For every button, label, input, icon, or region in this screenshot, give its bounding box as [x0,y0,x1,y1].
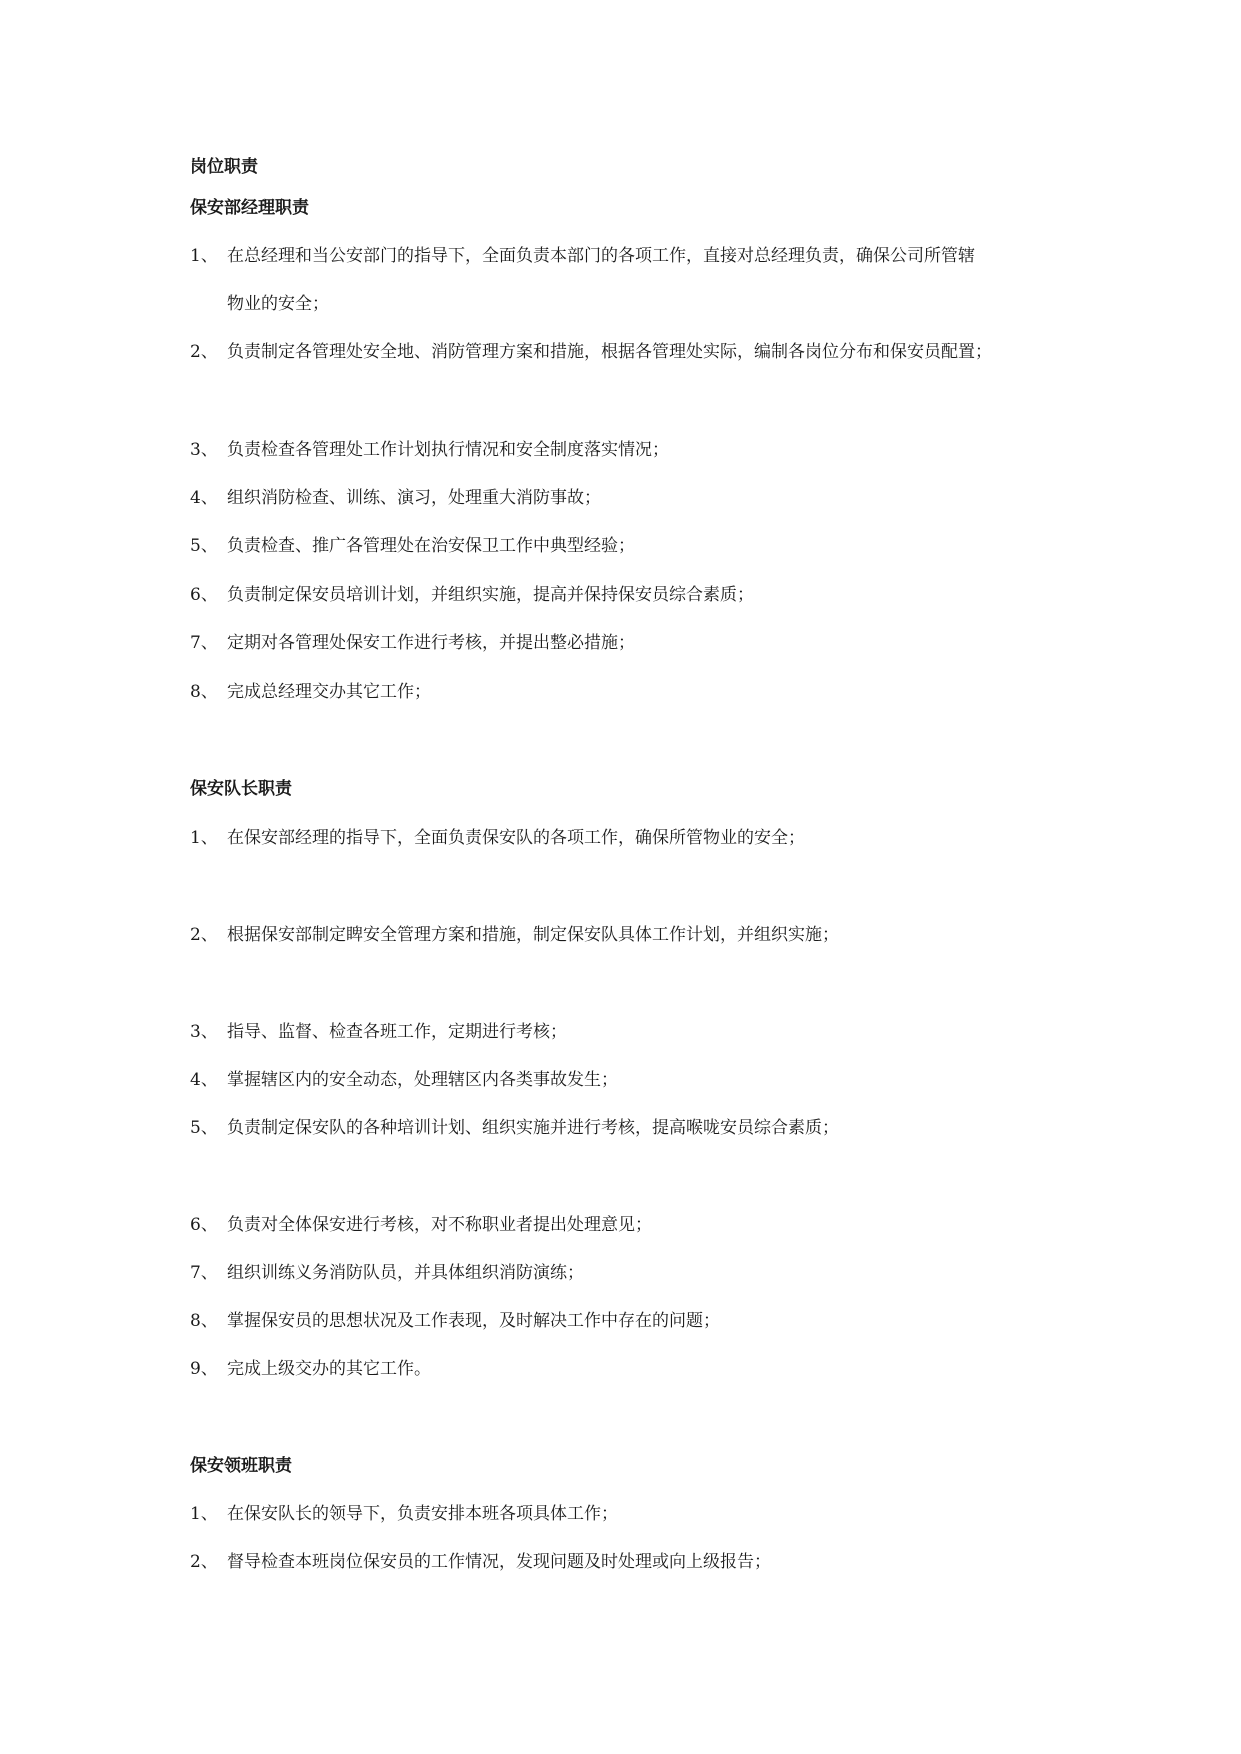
item-number: 4、 [190,1070,218,1090]
item-number: 8、 [190,682,218,702]
item-number: 3、 [190,440,218,460]
item-number: 1、 [190,246,218,266]
item-text: 负责检查各管理处工作计划执行情况和安全制度落实情况； [227,440,669,460]
item-text: 完成总经理交办其它工作； [227,682,431,702]
item-text: 在保安部经理的指导下，全面负责保安队的各项工作，确保所管物业的安全； [227,828,805,848]
section-heading-manager: 保安部经理职责 [190,198,309,218]
item-number: 7、 [190,633,218,653]
item-number: 2、 [190,1552,218,1572]
item-number: 7、 [190,1263,218,1283]
item-number: 1、 [190,1504,218,1524]
item-text: 定期对各管理处保安工作进行考核，并提出整必措施； [227,633,635,653]
section-heading-captain: 保安队长职责 [190,779,292,799]
item-text: 掌握辖区内的安全动态，处理辖区内各类事故发生； [227,1070,618,1090]
item-number: 4、 [190,488,218,508]
item-text: 负责检查、推广各管理处在治安保卫工作中典型经验； [227,536,635,556]
section-heading-shift-leader: 保安领班职责 [190,1456,292,1476]
item-number: 9、 [190,1359,218,1379]
item-number: 1、 [190,828,218,848]
item-text: 在总经理和当公安部门的指导下，全面负责本部门的各项工作，直接对总经理负责，确保公司所管辖 [227,246,975,266]
item-number: 5、 [190,1118,218,1138]
item-text: 指导、监督、检查各班工作，定期进行考核； [227,1022,567,1042]
item-text: 负责制定保安员培训计划，并组织实施，提高并保持保安员综合素质； [227,585,754,605]
item-text: 组织训练义务消防队员，并具体组织消防演练； [227,1263,584,1283]
item-text: 组织消防检查、训练、演习，处理重大消防事故； [227,488,601,508]
document-title: 岗位职责 [190,157,258,177]
item-text-continuation: 物业的安全； [227,294,329,314]
item-number: 5、 [190,536,218,556]
item-text: 负责对全体保安进行考核，对不称职业者提出处理意见； [227,1215,652,1235]
item-text: 完成上级交办的其它工作。 [227,1359,431,1379]
item-text: 在保安队长的领导下，负责安排本班各项具体工作； [227,1504,618,1524]
item-text: 掌握保安员的思想状况及工作表现，及时解决工作中存在的问题； [227,1311,720,1331]
item-number: 2、 [190,925,218,945]
item-number: 6、 [190,1215,218,1235]
item-text: 督导检查本班岗位保安员的工作情况，发现问题及时处理或向上级报告； [227,1552,771,1572]
item-text: 负责制定各管理处安全地、消防管理方案和措施，根据各管理处实际，编制各岗位分布和保安员配置； [227,342,992,362]
item-number: 3、 [190,1022,218,1042]
item-text: 根据保安部制定睥安全管理方案和措施，制定保安队具体工作计划，并组织实施； [227,925,839,945]
item-number: 2、 [190,342,218,362]
item-text: 负责制定保安队的各种培训计划、组织实施并进行考核，提高喉咙安员综合素质； [227,1118,839,1138]
item-number: 6、 [190,585,218,605]
item-number: 8、 [190,1311,218,1331]
